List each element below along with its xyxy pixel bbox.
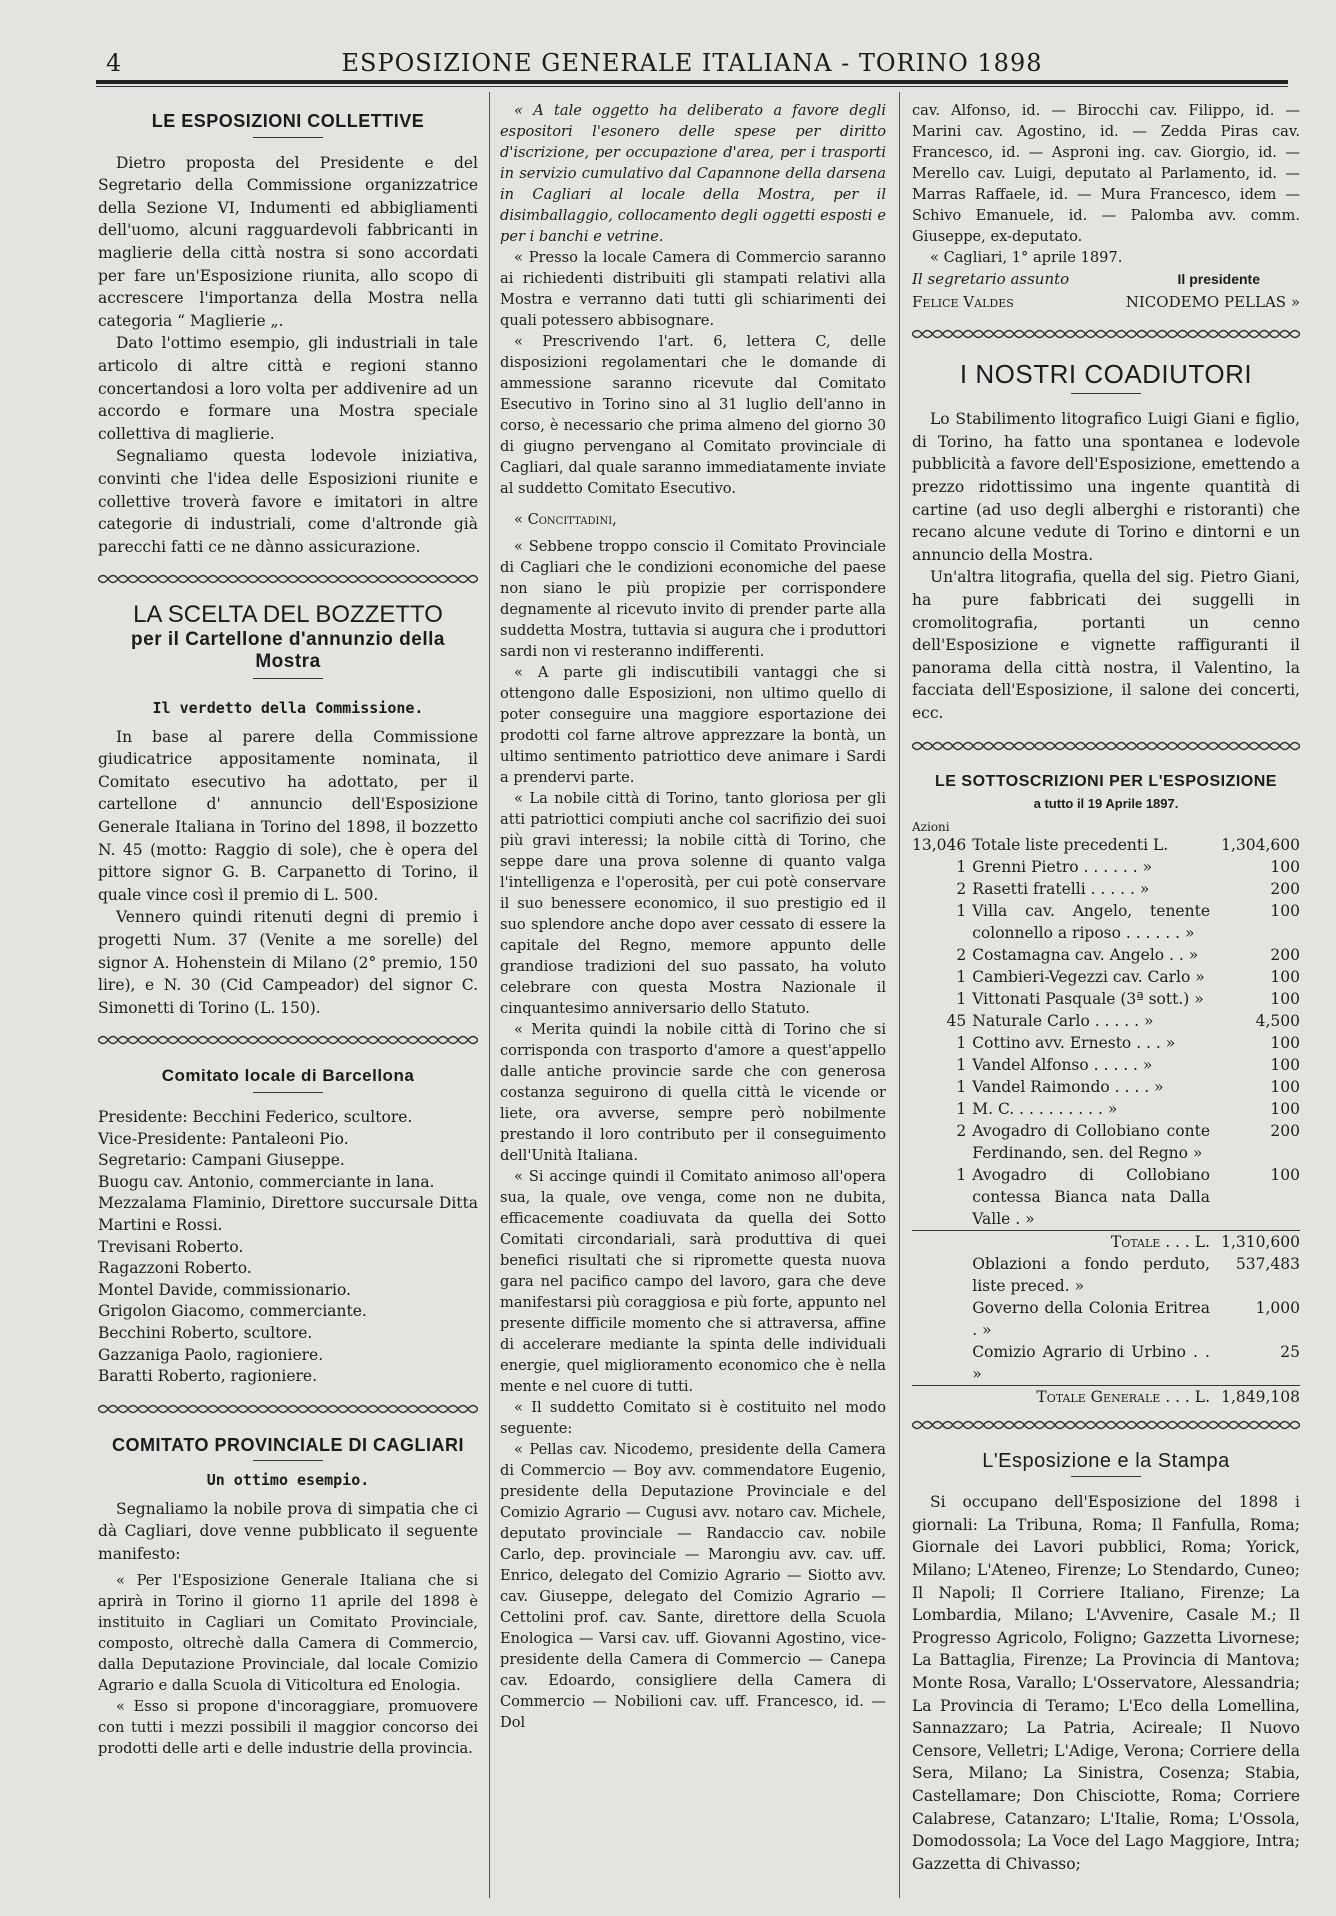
list-item: Becchini Roberto, scultore. <box>98 1323 313 1342</box>
section-title-scelta-bozzetto: LA SCELTA DEL BOZZETTO <box>133 601 443 629</box>
page-header <box>96 46 1288 80</box>
subscriber-cell: Vandel Raimondo . . . . » <box>972 1077 1164 1096</box>
paragraph: Vennero quindi ritenuti degni di premio i progetti Num. 37 (Venite a me sorelle) del signor A. Hohenstein di Milano (2° premio, 150 lire), e N. 30 (Cid Campeador) del signor C. Simonetti di Torino (L. 150). <box>98 908 478 1017</box>
paragraph: « Sebbene troppo conscio il Comitato Provinciale di Cagliari che le condizioni economiche del paese non siano le più propizie per corrispondere degnamente al ricevuto invito di prender parte alla suddetta Mostra, tuttavia si augura che i produttori sardi non vi resteranno indifferenti. <box>500 538 886 660</box>
column-1 <box>98 100 478 1896</box>
amount-cell: 1,849,108 <box>1210 1385 1300 1408</box>
section-subhead-ottimo-esempio: Un ottimo esempio. <box>206 1471 370 1490</box>
subscriber-cell: Rasetti fratelli . . . . . » <box>972 879 1150 898</box>
shares-cell <box>912 1297 972 1341</box>
list-item: Vice-Presidente: Pantaleoni Pio. <box>98 1129 349 1148</box>
list-item: Buogu cav. Antonio, commerciante in lana. <box>98 1172 435 1191</box>
signature-name: NICODEMO PELLAS » <box>1125 292 1300 311</box>
subscriber-cell: Grenni Pietro . . . . . . » <box>972 857 1153 876</box>
table-row <box>912 1010 1300 1032</box>
manifesto-text <box>98 1570 478 1759</box>
section-title-coadiutori: I NOSTRI COADIUTORI <box>959 359 1253 390</box>
paragraph: Un'altra litografia, quella del sig. Pietro Giani, ha pure fabbricati dei suggelli in cromolitografia, portanti un cenno dell'Esposizione e vignette raffiguranti il panorama della città nostra, il Valentino, la facciata dell'Esposizione, il salone dei concerti, ecc. <box>912 568 1300 722</box>
column-divider <box>489 92 490 1898</box>
title-rule <box>1071 1476 1141 1477</box>
amount-cell: 100 <box>1270 1077 1300 1096</box>
table-row <box>912 1032 1300 1054</box>
shares-cell: 13,046 <box>912 835 967 854</box>
shares-cell <box>912 1230 972 1253</box>
title-rule <box>253 1092 323 1093</box>
title-rule <box>253 1460 323 1461</box>
paragraph: « Pellas cav. Nicodemo, presidente della Camera di Commercio — Boy avv. commendatore Eugenio, presidente della Deputazione Provinciale e del Comizio Agrario — Cugusi avv. notaro cav. Michele, deputato provinciale — Randaccio cav. nobile Carlo, dep. provinciale — Marongiu avv. cav. uff. Enrico, delegato del Comizio Agrario — Siotto avv. cav. Giuseppe, delegato del Comizio Agrario — Cettolini prof. cav. Sante, direttore della Scuola Enologica — Varsi cav. uff. Giovanni Agostino, vice-presidente della Camera di Commercio — Canepa cav. Edoardo, consigliere della Camera di Commercio — Nobilioni cav. uff. Francesco, id. — Dol <box>500 1441 886 1731</box>
column-label-azioni: Azioni <box>912 819 950 834</box>
subscriber-cell: Comizio Agrario di Urbino . . » <box>972 1342 1210 1383</box>
subscriber-cell: Vittonati Pasquale (3ª sott.) » <box>972 989 1204 1008</box>
subscriber-cell: Governo della Colonia Eritrea . » <box>972 1298 1210 1339</box>
table-row <box>912 1098 1300 1120</box>
shares-cell: 1 <box>956 901 967 920</box>
amount-cell: 100 <box>1270 1165 1300 1184</box>
shares-cell: 1 <box>956 1099 967 1118</box>
amount-cell: 200 <box>1270 1121 1300 1140</box>
title-rule <box>1071 393 1141 394</box>
section-title-esposizioni-collettive: LE ESPOSIZIONI COLLETTIVE <box>151 111 425 131</box>
list-item: Segretario: Campani Giuseppe. <box>98 1151 345 1170</box>
shares-cell <box>912 1341 972 1386</box>
amount-cell: 100 <box>1270 857 1300 876</box>
subscriber-cell: Cottino avv. Ernesto . . . » <box>972 1033 1176 1052</box>
shares-cell <box>912 1253 972 1297</box>
section-subhead-verdetto: Il verdetto della Commissione. <box>152 699 424 718</box>
subscriber-cell: Avogadro di Collobiano conte Ferdinando, sen. del Regno » <box>972 1121 1210 1162</box>
table-row <box>912 1054 1300 1076</box>
paragraph: « Concittadini, <box>514 511 617 528</box>
subscriber-cell: Cambieri-Vegezzi cav. Carlo » <box>972 967 1205 986</box>
paragraph: cav. Alfonso, id. — Birocchi cav. Filippo, id. — Marini cav. Agostino, id. — Zedda Piras cav. Francesco, id. — Asproni ing. cav. Giorgio, id. — Merello cav. Luigi, deputato al Parlamento, id. — Marras Raffaele, id. — Mura Francesco, idem — Schivo Emanuele, id. — Palomba avv. comm. Giuseppe, ex-deputato. <box>912 102 1300 245</box>
table-row <box>912 966 1300 988</box>
paragraph: Si occupano dell'Esposizione del 1898 i giornali: La Tribuna, Roma; Il Fanfulla, Roma; Giornale dei Lavori pubblici, Roma; Yorick, Milano; L'Ateneo, Firenze; Lo Stendardo, Cuneo; Il Napoli; Il Corriere Italiano, Firenze; La Lombardia, Milano; L'Avvenire, Casale M.; Il Progresso Agricolo, Foligno; Gazzetta Livornese; La Battaglia, Firenze; La Provincia di Mantova; Monte Rosa, Varallo; L'Osservatore, Alessandria; La Provincia di Teramo; L'Eco della Lomellina, Sannazzaro; La Patria, Acireale; Il Nuovo Censore, Velletri; L'Adige, Verona; Corriere della Sera, Milano; La Sinistra, Cosenza; Stabia, Castellamare; Don Chisciotte, Roma; Corriere Calabrese, Catanzaro; L'Italie, Roma; L'Ossola, Domodossola; La Voce del Lago Maggiore, Intra; Gazzetta di Chivasso; <box>912 1493 1300 1873</box>
signature-name: Felice Valdes <box>912 292 1014 311</box>
amount-cell: 1,310,600 <box>1210 1230 1300 1253</box>
shares-cell: 2 <box>956 879 967 898</box>
table-row <box>912 988 1300 1010</box>
subscriber-cell: Naturale Carlo . . . . . » <box>972 1011 1154 1030</box>
column-divider <box>899 92 900 1898</box>
ornamental-divider <box>98 1402 478 1416</box>
paragraph: In base al parere della Commissione giudicatrice appositamente nominata, il Comitato esecutivo ha adottato, per il cartellone d' annuncio dell'Esposizione Generale Italiana in Torino del 1898, il bozzetto N. 45 (motto: Raggio di sole), che è opera del pittore signor G. B. Carpanetto di Torino, il quale vince così il premio di L. 500. <box>98 727 478 904</box>
paragraph: Dato l'ottimo esempio, gli industriali in tale articolo di altre città e regioni stanno concertandosi a loro volta per addivenire ad un accordo e formare una Mostra speciale collettiva di maglierie. <box>98 334 478 443</box>
page-number: 4 <box>106 49 122 77</box>
list-item: Mezzalama Flaminio, Direttore succursale Ditta Martini e Rossi. <box>98 1194 478 1234</box>
shares-cell: 1 <box>956 967 967 986</box>
table-row <box>912 834 1300 856</box>
list-item: Ragazzoni Roberto. <box>98 1259 252 1278</box>
ornamental-divider <box>98 1033 478 1047</box>
subscriber-cell: Costamagna cav. Angelo . . » <box>972 945 1199 964</box>
shares-cell: 2 <box>956 945 967 964</box>
column-2 <box>500 100 886 1896</box>
date-line: « Cagliari, 1° aprile 1897. <box>930 249 1123 266</box>
table-row <box>912 1297 1300 1341</box>
table-row <box>912 1120 1300 1164</box>
list-item: Grigolon Giacomo, commerciante. <box>98 1302 367 1321</box>
paragraph: « A tale oggetto ha deliberato a favore degli espositori l'esonero delle spese per diritto d'iscrizione, per occupazione d'area, per i trasporti in servizio cumulativo dal Capannone della darsena in Cagliari al locale della Mostra, per il disimballaggio, collocamento degli oggetti esposti e per i banchi e vetrine. <box>500 102 886 245</box>
amount-cell: 537,483 <box>1235 1254 1300 1273</box>
table-row <box>912 856 1300 878</box>
table-row <box>912 900 1300 944</box>
section-title-cagliari: COMITATO PROVINCIALE DI CAGLIARI <box>112 1434 464 1455</box>
amount-cell: 100 <box>1270 1099 1300 1118</box>
table-row <box>912 1341 1300 1386</box>
paragraph: « Presso la locale Camera di Commercio saranno ai richiedenti distribuiti gli stampati relativi alla Mostra e verranno dati tutti gli schiarimenti dei quali potessero abbisognare. <box>500 249 886 329</box>
ornamental-divider <box>912 327 1300 341</box>
subscriber-cell: M. C. . . . . . . . . . » <box>972 1099 1118 1118</box>
paragraph: « Si accinge quindi il Comitato animoso all'opera sua, la quale, ove venga, come non ne dubita, efficacemente coadiuvata da quella dei Sotto Comitati circondariali, sarà produttiva di quei benefici risultati che si ripromette questa nuova gara nel pacifico campo del lavoro, gara che deve manifestarsi più coraggiosa e più forte, appunto nel presente difficile momento che si attraversa, affine di accelerare mediante la spinta delle individuali energie, quel miglioramento economico che è nella mente e nel cuore di tutti. <box>500 1168 886 1395</box>
shares-cell: 1 <box>956 857 967 876</box>
shares-cell: 1 <box>956 989 967 1008</box>
list-item: Gazzaniga Paolo, ragioniere. <box>98 1345 324 1364</box>
section-subhead-date: a tutto il 19 Aprile 1897. <box>1033 796 1179 812</box>
shares-cell: 2 <box>956 1121 967 1140</box>
list-item: Presidente: Becchini Federico, scultore. <box>98 1107 413 1126</box>
column-3 <box>912 100 1300 1896</box>
section-title-sottoscrizioni: LE SOTTOSCRIZIONI PER L'ESPOSIZIONE <box>935 772 1277 790</box>
subscriber-cell: Totale . . . L. <box>972 1230 1210 1253</box>
shares-cell: 1 <box>956 1055 967 1074</box>
table-row <box>912 1253 1300 1297</box>
paragraph: Dietro proposta del Presidente e del Segretario della Commissione organizzatrice della Sezione VI, Indumenti ed abbigliamenti dell'uomo, alcuni ragguardevoli fabbricanti in maglierie della città nostra si sono accordati per fare un'Esposizione riunita, allo scopo di accrescere l'importanza della Mostra nella categoria “ Maglierie „. <box>98 153 478 330</box>
shares-cell: 1 <box>956 1077 967 1096</box>
paragraph: « Prescrivendo l'art. 6, lettera C, delle disposizioni regolamentari che le domande di ammessione saranno ricevute dal Comitato Esecutivo in Torino sino al 31 luglio dell'anno in corso, è necessario che prima almeno del giorno 30 di giugno pervengano al Comitato provinciale di Cagliari, dal quale saranno immediatamente inviate al suddetto Comitato Esecutivo. <box>500 333 886 497</box>
amount-cell: 200 <box>1270 945 1300 964</box>
paragraph: Lo Stabilimento litografico Luigi Giani e figlio, di Torino, ha fatto una spontanea e lodevole pubblicità a favore dell'Esposizione, emettendo a prezzo ridottissimo una ingente quantità di cartine (ad uso degli alberghi e ristoranti) che recano alcune vedute di Torino e dintorni e un annuncio della Mostra. <box>912 410 1300 564</box>
page-title: ESPOSIZIONE GENERALE ITALIANA - TORINO 1898 <box>341 49 1043 77</box>
barcellona-member-list <box>98 1107 478 1388</box>
signature-row <box>912 268 1300 291</box>
section-subtitle-cartellone: per il Cartellone d'annunzio della Mostra <box>131 628 445 673</box>
list-item: Trevisani Roberto. <box>98 1237 244 1256</box>
subscriber-cell: Vandel Alfonso . . . . . » <box>972 1055 1153 1074</box>
amount-cell: 100 <box>1270 967 1300 986</box>
amount-cell: 100 <box>1270 901 1300 920</box>
subscriber-cell: Oblazioni a fondo perduto, liste preced. » <box>972 1254 1210 1295</box>
table-row <box>912 1385 1300 1408</box>
amount-cell: 100 <box>1270 1033 1300 1052</box>
amount-cell: 200 <box>1270 879 1300 898</box>
section-title-stampa: L'Esposizione e la Stampa <box>982 1449 1230 1472</box>
header-rule <box>96 80 1288 84</box>
ornamental-divider <box>912 1418 1300 1432</box>
paragraph: « A parte gli indiscutibili vantaggi che si ottengono dalle Esposizioni, non ultimo quello di poter conseguire una maggiore esportazione dei prodotti col farne altrove apprezzare la bontà, un ultimo sentimento patriottico deve animare i Sardi a prendervi parte. <box>500 664 886 786</box>
paragraph: « La nobile città di Torino, tanto gloriosa per gli atti patriottici compiuti anche col sacrifizio dei suoi più gravi interessi; la nobile città di Torino, che seppe dare una prova solenne di quanto valga l'intelligenza e l'operosità, per cui potè conservare il suo benessere economico, il suo prestigio ed il suo splendore anche dopo aver cessato di essere la capitale del Regno, memore appunto delle grandiose tradizioni del suo passato, ha voluto celebrare con questa Mostra Nazionale il cinquantesimo anniversario dello Statuto. <box>500 790 886 1017</box>
table-row <box>912 1164 1300 1231</box>
subscriptions-table <box>912 834 1300 1408</box>
table-row <box>912 1230 1300 1253</box>
title-rule <box>253 678 323 679</box>
paragraph: Segnaliamo la nobile prova di simpatia che ci dà Cagliari, dove venne pubblicato il seguente manifesto: <box>98 1499 478 1564</box>
subscriber-cell: Avogadro di Collobiano contessa Bianca nata Dalla Valle . » <box>972 1165 1210 1228</box>
paragraph: « Esso si propone d'incoraggiare, promuovere con tutti i mezzi possibili il maggior concorso dei prodotti delle arti e delle industrie della provincia. <box>98 1697 478 1757</box>
paragraph: Segnaliamo questa lodevole iniziativa, convinti che l'idea delle Esposizioni riunite e collettive troverà favore e imitatori in altre categorie di industriali, come d'altronde già parecchi fatti ce ne dànno assicurazione. <box>98 447 478 556</box>
shares-cell <box>912 1385 972 1408</box>
shares-cell: 1 <box>956 1165 967 1184</box>
amount-cell: 1,304,600 <box>1221 835 1300 854</box>
paragraph: « Per l'Esposizione Generale Italiana che si aprirà in Torino il giorno 11 aprile del 1898 è instituito in Cagliari un Comitato Provinciale, composto, oltrechè dalla Camera di Commercio, dalla Deputazione Provinciale, dal locale Comizio Agrario e dalla Scuola di Viticoltura ed Enologia. <box>98 1571 478 1694</box>
shares-cell: 45 <box>946 1011 967 1030</box>
amount-cell: 100 <box>1270 1055 1300 1074</box>
ornamental-divider <box>912 739 1300 753</box>
amount-cell: 1,000 <box>1255 1298 1300 1317</box>
signature-label: Il presidente <box>1177 271 1260 287</box>
subscriber-cell: Totale Generale . . . L. <box>972 1385 1210 1408</box>
signature-label: Il segretario assunto <box>912 270 1070 288</box>
title-rule <box>253 137 323 138</box>
amount-cell: 25 <box>1280 1342 1300 1361</box>
section-title-barcellona: Comitato locale di Barcellona <box>161 1066 415 1086</box>
paragraph: « Il suddetto Comitato si è costituito nel modo seguente: <box>500 1399 886 1437</box>
subscriber-cell: Villa cav. Angelo, tenente colonnello a riposo . . . . . . » <box>972 901 1210 942</box>
subscriber-cell: Totale liste precedenti L. <box>972 835 1169 854</box>
shares-cell: 1 <box>956 1033 967 1052</box>
amount-cell: 4,500 <box>1255 1011 1300 1030</box>
ornamental-divider <box>98 572 478 586</box>
list-item: Baratti Roberto, ragioniere. <box>98 1367 318 1386</box>
amount-cell: 100 <box>1270 989 1300 1008</box>
table-row <box>912 1076 1300 1098</box>
table-row <box>912 944 1300 966</box>
list-item: Montel Davide, commissionario. <box>98 1280 351 1299</box>
table-row <box>912 878 1300 900</box>
header-rule-thin <box>96 86 1288 87</box>
paragraph: « Merita quindi la nobile città di Torino che si corrisponda con trasporto d'amore a quest'appello dalle antiche provincie sarde che con generosa costanza seguirono di quella città le vicende or liete, ora avverse, sempre però nobilmente prestando il loro contributo per il conseguimento dell'Unità Italiana. <box>500 1021 886 1164</box>
signature-row <box>912 291 1300 314</box>
